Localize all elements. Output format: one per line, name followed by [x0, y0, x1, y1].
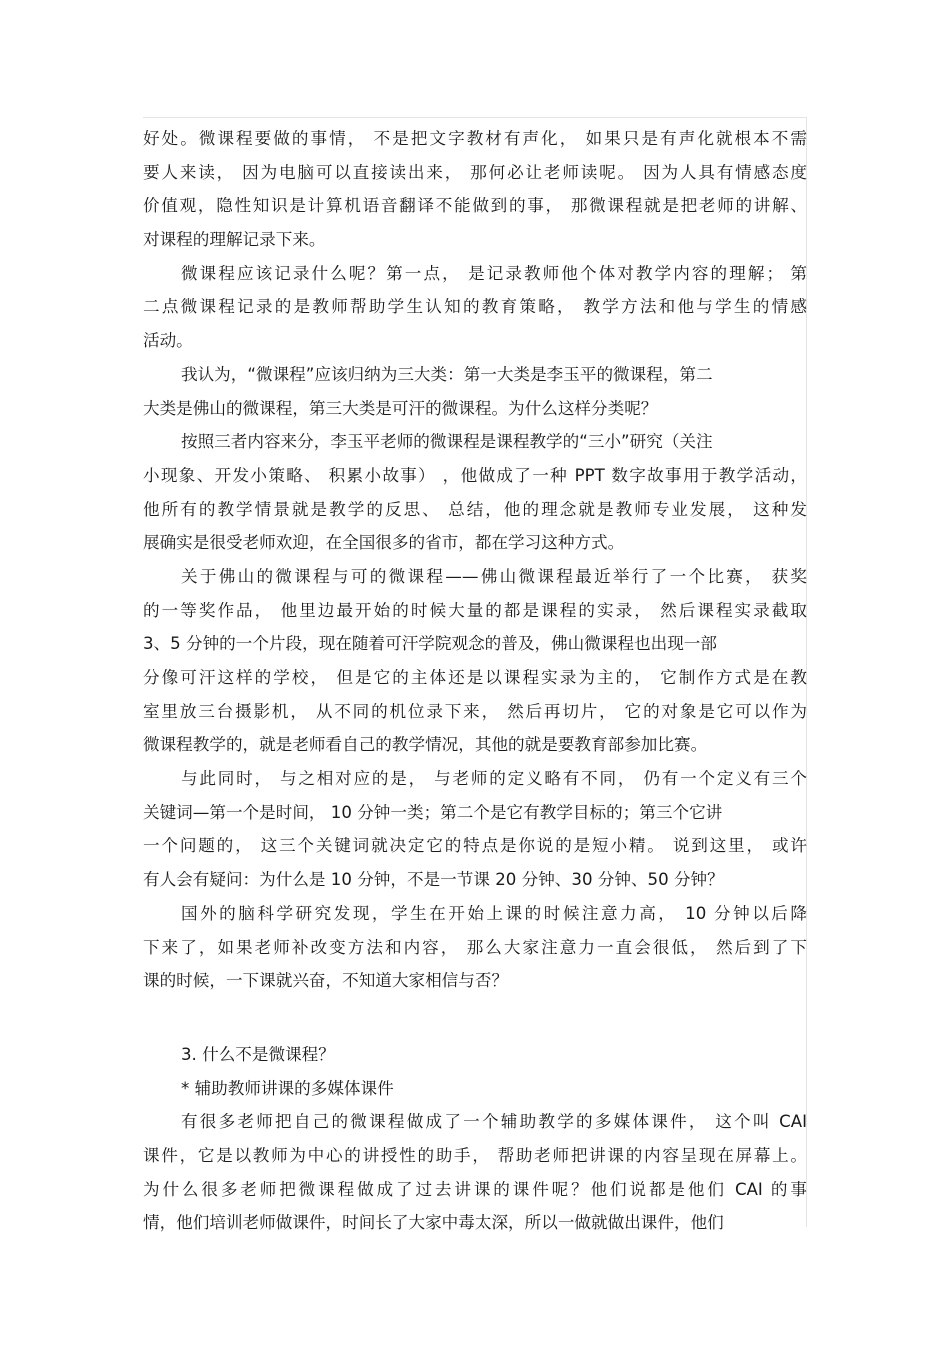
text-line: 活动。 — [143, 331, 193, 351]
text-line: 课的时候，一下课就兴奋，不知道大家相信与否？ — [143, 971, 509, 991]
paragraph-gap — [143, 998, 807, 1038]
text-line: 他所有的教学情景就是教学的反思、 总结，他的理念就是教师专业发展， 这种发 — [143, 499, 807, 519]
text-line: 3、5 分钟的一个片段，现在随着可汗学院观念的普及，佛山微课程也出现一部 — [143, 634, 717, 654]
text-line: 的一等奖作品， 他里边最开始的时候大量的都是课程的实录， 然后课程实录截取 — [143, 600, 807, 620]
section-heading: 3. 什么不是微课程？ — [181, 1044, 335, 1064]
text-line: 有很多老师把自己的微课程做成了一个辅助教学的多媒体课件， 这个叫 CAI — [181, 1112, 807, 1132]
text-line: 微课程应该记录什么呢？第一点， 是记录教师他个体对教学内容的理解； 第 — [181, 263, 807, 283]
text-line: 对课程的理解记录下来。 — [143, 230, 326, 250]
text-line: 微课程教学的，就是老师看自己的教学情况，其他的就是要教育部参加比赛。 — [143, 735, 708, 755]
text-line: 课件，它是以教师为中心的讲授性的助手， 帮助老师把讲课的内容呈现在屏幕上。 — [143, 1145, 807, 1165]
text-line: 要人来读， 因为电脑可以直接读出来， 那何必让老师读呢。 因为人具有情感态度 — [143, 162, 807, 182]
text-line: 小现象、开发小策略、 积累小故事） ，他做成了一种 PPT 数字故事用于教学活动， — [143, 465, 807, 485]
text-line: 有人会有疑问：为什么是 10 分钟，不是一节课 20 分钟、30 分钟、50 分钟？ — [143, 870, 724, 890]
text-line: 我认为，“微课程”应该归纳为三大类：第一大类是李玉平的微课程，第二 — [181, 364, 713, 384]
text-line: 大类是佛山的微课程，第三大类是可汗的微课程。为什么这样分类呢？ — [143, 398, 658, 418]
text-line: 二点微课程记录的是教师帮助学生认知的教育策略， 教学方法和他与学生的情感 — [143, 297, 807, 317]
text-line: 与此同时， 与之相对应的是， 与老师的定义略有不同， 仍有一个定义有三个 — [181, 769, 807, 789]
text-line: 下来了，如果老师补改变方法和内容， 那么大家注意力一直会很低， 然后到了下 — [143, 937, 807, 957]
text-line: 情，他们培训老师做课件，时间长了大家中毒太深，所以一做就做出课件，他们 — [143, 1213, 724, 1233]
text-line: 价值观，隐性知识是计算机语音翻译不能做到的事， 那微课程就是把老师的讲解、 — [143, 196, 807, 216]
text-line: 国外的脑科学研究发现，学生在开始上课的时候注意力高， 10 分钟以后降 — [181, 903, 807, 923]
text-line: 按照三者内容来分，李玉平老师的微课程是课程教学的“三小”研究（关注 — [181, 432, 713, 452]
text-line: 一个问题的， 这三个关键词就决定它的特点是你说的是短小精。 说到这里， 或许 — [143, 836, 807, 856]
text-line: 关键词—第一个是时间， 10 分钟一类；第二个是它有教学目标的；第三个它讲 — [143, 802, 723, 822]
text-line: 展确实是很受老师欢迎，在全国很多的省市，都在学习这种方式。 — [143, 533, 625, 553]
document-body — [143, 122, 807, 1240]
text-line: 室里放三台摄影机， 从不同的机位录下来， 然后再切片， 它的对象是它可以作为 — [143, 701, 807, 721]
text-line: 为什么很多老师把微课程做成了过去讲课的课件呢？他们说都是他们 CAI 的事 — [143, 1179, 807, 1199]
text-line: 分像可汗这样的学校， 但是它的主体还是以课程实录为主的， 它制作方式是在教 — [143, 668, 807, 687]
text-line: 好处。微课程要做的事情， 不是把文字教材有声化， 如果只是有声化就根本不需 — [143, 129, 807, 148]
section-subheading: * 辅助教师讲课的多媒体课件 — [181, 1078, 394, 1098]
text-line: 关于佛山的微课程与可的微课程——佛山微课程最近举行了一个比赛， 获奖 — [181, 566, 807, 586]
